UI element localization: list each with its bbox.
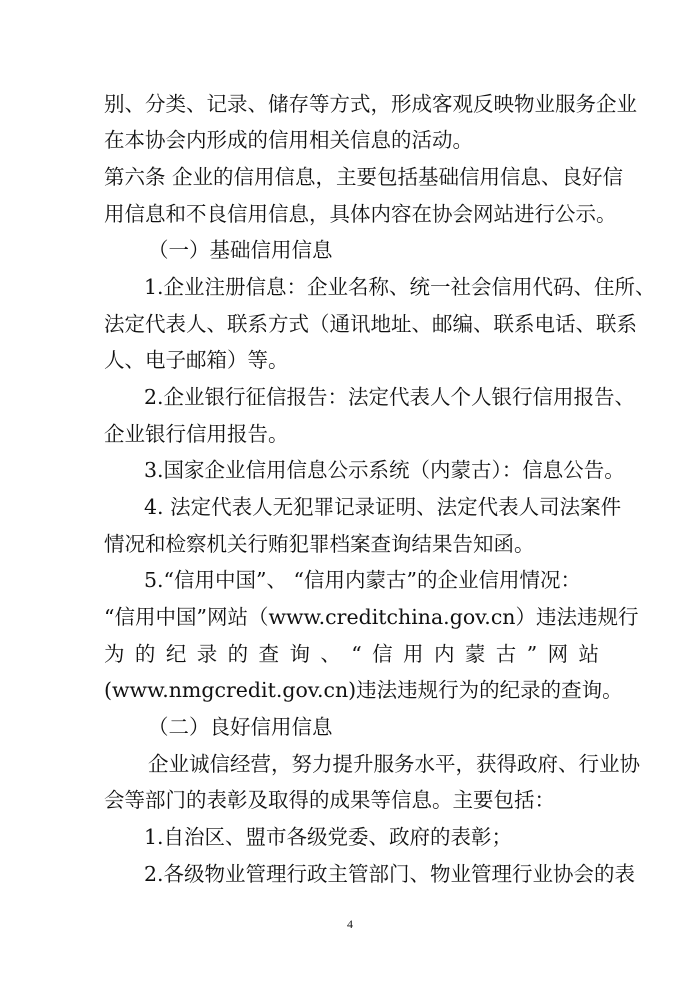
- article-heading-line: 第六条 企业的信用信息，主要包括基础信用信息、良好信: [104, 165, 624, 189]
- body-line: 用信息和不良信用信息，具体内容在协会网站进行公示。: [104, 202, 617, 226]
- body-line: 在本协会内形成的信用相关信息的活动。: [104, 128, 473, 152]
- body-line: 为的纪录的查询、“信用内蒙古”网站: [104, 642, 599, 666]
- list-item-line: 4. 法定代表人无犯罪记录证明、法定代表人司法案件: [144, 495, 622, 519]
- section-heading-good: （二）良好信用信息: [148, 715, 333, 739]
- page-number: 4: [347, 917, 353, 931]
- list-item-line: 1.企业注册信息：企业名称、统一社会信用代码、住所、: [144, 275, 656, 299]
- body-line: “信用中国”网站（www.creditchina.gov.cn）违法违规行: [104, 605, 639, 629]
- body-line: 别、分类、记录、储存等方式，形成客观反映物业服务企业: [104, 92, 637, 116]
- body-line: 企业银行信用报告。: [104, 422, 289, 446]
- list-item-line: 5.“信用中国”、 “信用内蒙古”的企业信用情况：: [144, 568, 581, 592]
- list-item-line: 2.企业银行征信报告：法定代表人个人银行信用报告、: [144, 385, 636, 409]
- section-heading-basic: （一）基础信用信息: [148, 238, 333, 262]
- list-item-line: 1.自治区、盟市各级党委、政府的表彰；: [144, 825, 513, 849]
- body-line: 情况和检察机关行贿犯罪档案查询结果告知函。: [104, 532, 535, 556]
- body-line: (www.nmgcredit.gov.cn)违法违规行为的纪录的查询。: [104, 678, 623, 702]
- body-line: 法定代表人、联系方式（通讯地址、邮编、联系电话、联系: [104, 312, 637, 336]
- body-line: 会等部门的表彰及取得的成果等信息。主要包括：: [104, 788, 555, 812]
- body-line: 企业诚信经营，努力提升服务水平，获得政府、行业协: [148, 752, 640, 776]
- list-item-line: 2.各级物业管理行政主管部门、物业管理行业协会的表: [144, 862, 636, 886]
- list-item-line: 3.国家企业信用信息公示系统（内蒙古）：信息公告。: [144, 458, 625, 482]
- body-line: 人、电子邮箱）等。: [104, 348, 289, 372]
